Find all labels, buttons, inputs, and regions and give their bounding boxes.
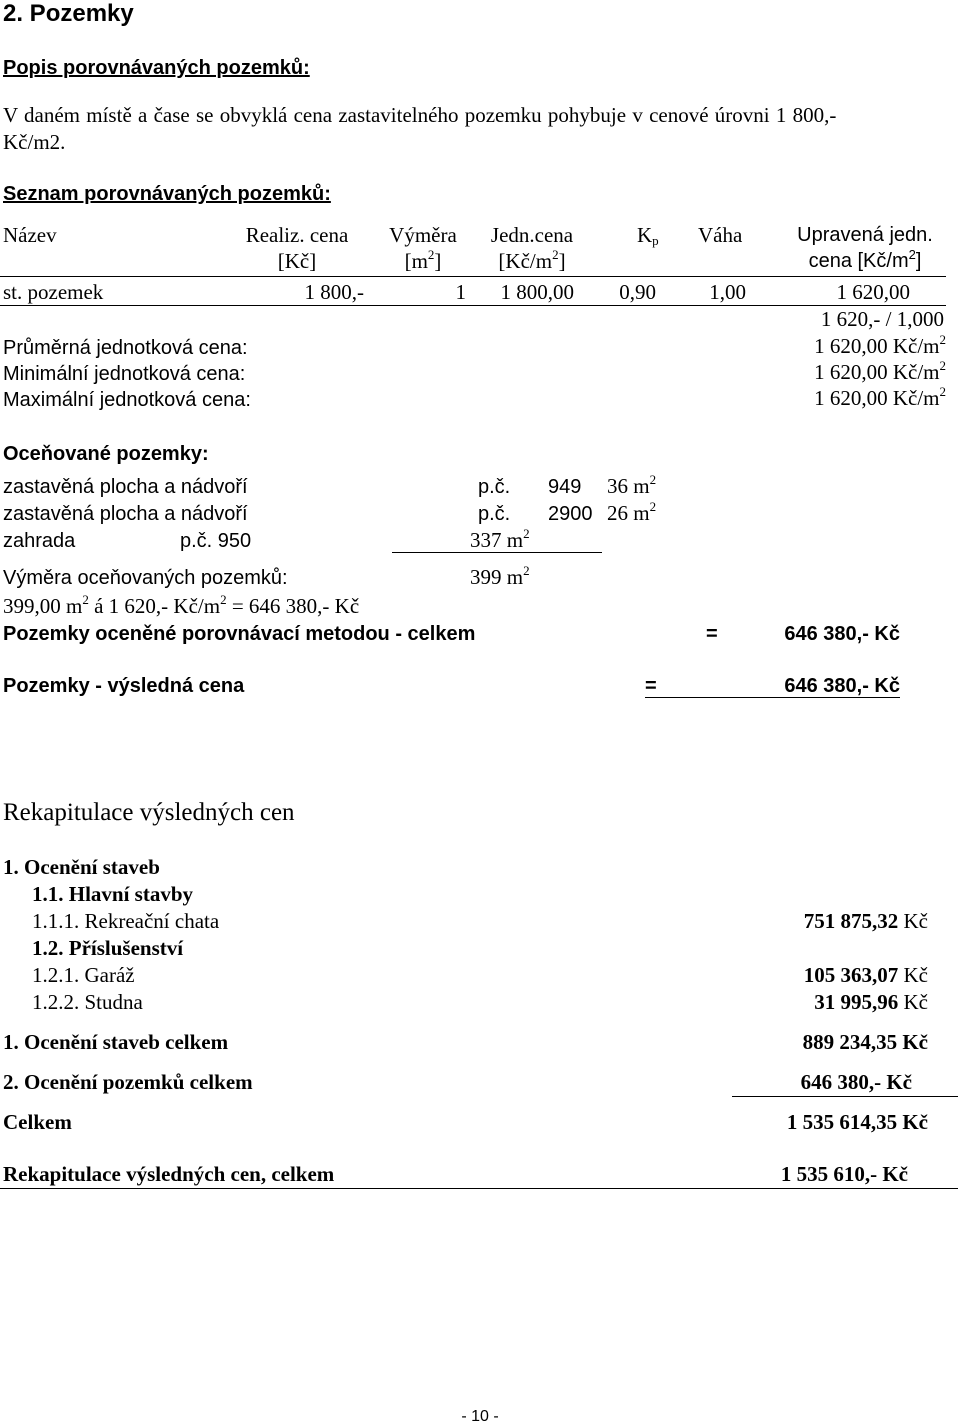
list-heading: Seznam porovnávaných pozemků: bbox=[3, 183, 331, 205]
parcel-type: zahrada bbox=[3, 530, 76, 552]
table-sum-line: 1 620,- / 1,000 bbox=[820, 307, 944, 331]
col-header-name: Název bbox=[3, 223, 57, 247]
total-area-label: Výměra oceňovaných pozemků: bbox=[3, 567, 288, 589]
col-header-unit-price: Jedn.cena $[Kč/m^2]$ bbox=[490, 223, 574, 273]
parcel-pc: p.č. bbox=[478, 476, 511, 498]
final-land-price-label: Pozemky - výsledná cena bbox=[3, 675, 245, 697]
parcel-pc: p.č. 950 bbox=[180, 530, 252, 552]
row-area: 1 bbox=[455, 280, 466, 304]
valued-heading: Oceňované pozemky: bbox=[3, 443, 209, 465]
col-header-kp: $K_p$ bbox=[637, 223, 659, 248]
recap-final-rule bbox=[0, 1188, 958, 1189]
max-price-value: 1 620,00 $Kč/m^2$ bbox=[814, 384, 946, 410]
recap-item-value: 31 995,96 Kč bbox=[814, 990, 928, 1014]
recap-item-label: 1.2.2. Studna bbox=[32, 990, 143, 1014]
recap-heading-main: 1.1. Hlavní stavby bbox=[32, 882, 194, 906]
row-unit-price: 1 800,00 bbox=[500, 280, 574, 304]
page-number: - 10 - bbox=[461, 1408, 499, 1425]
row-weight: 1,00 bbox=[709, 280, 746, 304]
recap-item-value: 751 875,32 Kč bbox=[803, 909, 928, 933]
parcel-area: 337 $m^2$ bbox=[470, 526, 530, 552]
parcel-type: zastavěná plocha a nádvoří bbox=[3, 503, 248, 525]
recap-item-value: 105 363,07 Kč bbox=[803, 963, 928, 987]
recap-title: Rekapitulace výsledných cen bbox=[3, 799, 295, 826]
description-line-2: Kč/m2. bbox=[3, 130, 66, 154]
parcel-type: zastavěná plocha a nádvoří bbox=[3, 476, 248, 498]
table-header-rule bbox=[0, 276, 946, 277]
col-header-weight: Váha bbox=[698, 223, 743, 247]
col-header-area: Výměra $[m^2]$ bbox=[389, 223, 457, 273]
final-land-price-eq: = bbox=[645, 675, 657, 697]
comparative-total-label: Pozemky oceněné porovnávací metodou - celkem bbox=[3, 623, 476, 645]
col-header-realiz: Realiz. cena [Kč] bbox=[245, 223, 349, 273]
description-line-1: V daném místě a čase se obvyklá cena zastavitelného pozemku pohybuje v cenové úrovni 1 800,- bbox=[3, 103, 837, 127]
final-land-price-rule bbox=[645, 697, 900, 698]
parcel-number: 949 bbox=[548, 476, 582, 498]
recap-final-label: Rekapitulace výsledných cen, celkem bbox=[3, 1162, 335, 1186]
avg-price-value: 1 620,00 $Kč/m^2$ bbox=[814, 332, 946, 358]
recap-subtotal-rule bbox=[732, 1096, 958, 1097]
recap-item-label: 1.1.1. Rekreační chata bbox=[32, 909, 220, 933]
parcel-number: 2900 bbox=[548, 503, 593, 525]
recap-total-value: 1 535 614,35 Kč bbox=[786, 1110, 928, 1134]
min-price-value: 1 620,00 $Kč/m^2$ bbox=[814, 358, 946, 384]
row-adjusted: 1 620,00 bbox=[836, 280, 910, 304]
recap-land-total-value: 646 380,- Kč bbox=[800, 1070, 912, 1094]
recap-heading-buildings: 1. Ocenění staveb bbox=[3, 855, 160, 879]
max-price-label: Maximální jednotková cena: bbox=[3, 389, 251, 411]
recap-item-label: 1.2.1. Garáž bbox=[32, 963, 135, 987]
avg-price-label: Průměrná jednotková cena: bbox=[3, 337, 248, 359]
table-row-rule bbox=[0, 305, 946, 306]
parcel-area: 26 $m^2$ bbox=[607, 499, 657, 525]
calculation-line: 399,00 $m^2$ á 1 620,- $Kč/m^2 = 646$ 380,- Kč bbox=[3, 592, 360, 618]
description-heading: Popis porovnávaných pozemků: bbox=[3, 57, 310, 79]
recap-total-label: Celkem bbox=[3, 1110, 72, 1134]
row-kp: 0,90 bbox=[619, 280, 656, 304]
sum-rule bbox=[392, 552, 602, 553]
row-realiz: 1 800,- bbox=[304, 280, 364, 304]
comparative-total-value: 646 380,- Kč bbox=[784, 623, 900, 645]
section-title: 2. Pozemky bbox=[3, 0, 134, 27]
min-price-label: Minimální jednotková cena: bbox=[3, 363, 246, 385]
col-header-adjusted: Upravená jedn. cena $[Kč/m^2]$ bbox=[797, 224, 933, 272]
recap-buildings-total-value: 889 234,35 Kč bbox=[802, 1030, 928, 1054]
recap-land-total-label: 2. Ocenění pozemků celkem bbox=[3, 1070, 253, 1094]
recap-buildings-total-label: 1. Ocenění staveb celkem bbox=[3, 1030, 229, 1054]
total-area-value: 399 $m^2$ bbox=[470, 563, 530, 589]
final-land-price-value: 646 380,- Kč bbox=[784, 675, 900, 697]
comparative-total-eq: = bbox=[706, 623, 718, 645]
recap-final-value: 1 535 610,- Kč bbox=[780, 1162, 908, 1186]
parcel-pc: p.č. bbox=[478, 503, 511, 525]
row-name: st. pozemek bbox=[3, 280, 104, 304]
parcel-area: 36 $m^2$ bbox=[607, 472, 657, 498]
recap-heading-accessories: 1.2. Příslušenství bbox=[32, 936, 184, 960]
